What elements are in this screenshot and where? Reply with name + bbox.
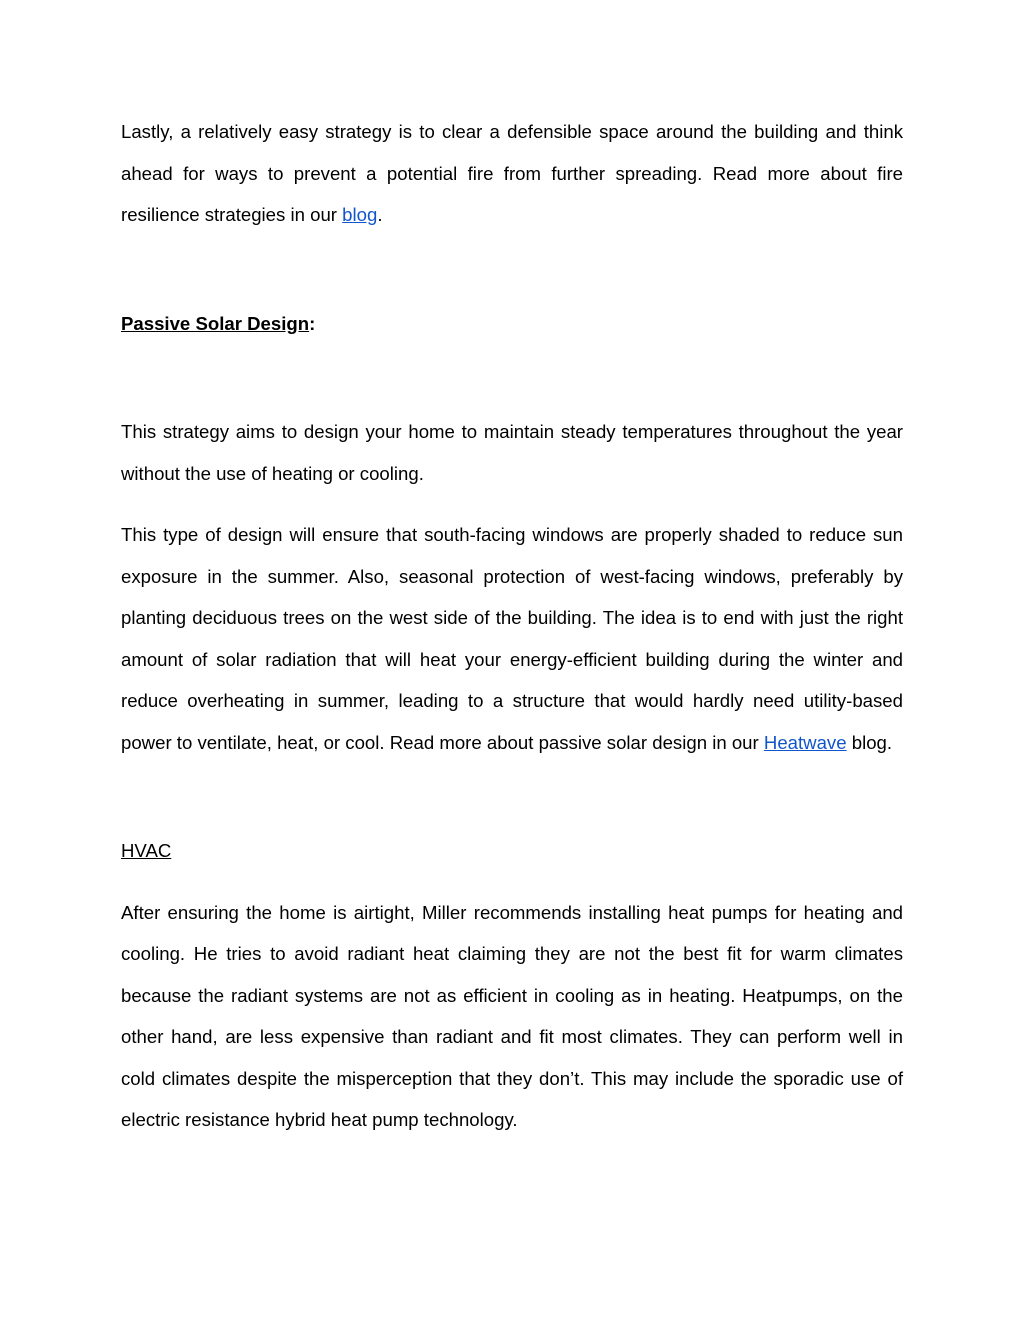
hvac-heading: [121, 830, 903, 872]
passive-solar-detail-paragraph: [121, 514, 903, 763]
heatwave-link[interactable]: Heatwave: [763, 731, 847, 753]
blog-link[interactable]: blog: [342, 204, 378, 225]
passive-solar-heading-title: Passive Solar Design: [121, 312, 310, 334]
passive-solar-heading: [121, 303, 903, 345]
fire-resilience-paragraph: [121, 111, 903, 236]
fire-resilience-text: Lastly, a relatively easy strategy is to clear a defensible space around the building and think ahead for ways to prevent a potential fire from further spreading. Read more about fire resilience strategies in our: [121, 121, 903, 225]
hvac-heading-title: HVAC: [121, 840, 172, 861]
passive-solar-detail-end: blog.: [846, 731, 893, 753]
passive-solar-heading-colon: :: [309, 312, 316, 334]
fire-resilience-period: .: [377, 204, 383, 225]
passive-solar-intro-paragraph: This strategy aims to design your home to maintain steady temperatures throughout the year without the use of heating or cooling.: [121, 421, 903, 484]
hvac-paragraph: After ensuring the home is airtight, Miller recommends installing heat pumps for heating and cooling. He tries to avoid radiant heat claiming they are not the best fit for warm climates because the radiant systems are not as efficient in cooling as in heating. Heatpumps, on the other hand, are less expensive than radiant and fit most climates. They can perform well in cold climates despite the misperception that they don’t. This may include the sporadic use of electric resistance hybrid heat pump technology.: [121, 901, 903, 1130]
passive-solar-detail-text: This type of design will ensure that south-facing windows are properly shaded to reduce sun exposure in the summer. Also, seasonal protection of west-facing windows, preferably by planting deciduous trees on the west side of the building. The idea is to end with just the right amount of solar radiation that will heat your energy-efficient building during the winter and reduce overheating in summer, leading to a structure that would hardly need utility-based power to ventilate, heat, or cool. Read more about passive solar design in our: [121, 524, 903, 753]
document-body: [121, 111, 903, 1141]
